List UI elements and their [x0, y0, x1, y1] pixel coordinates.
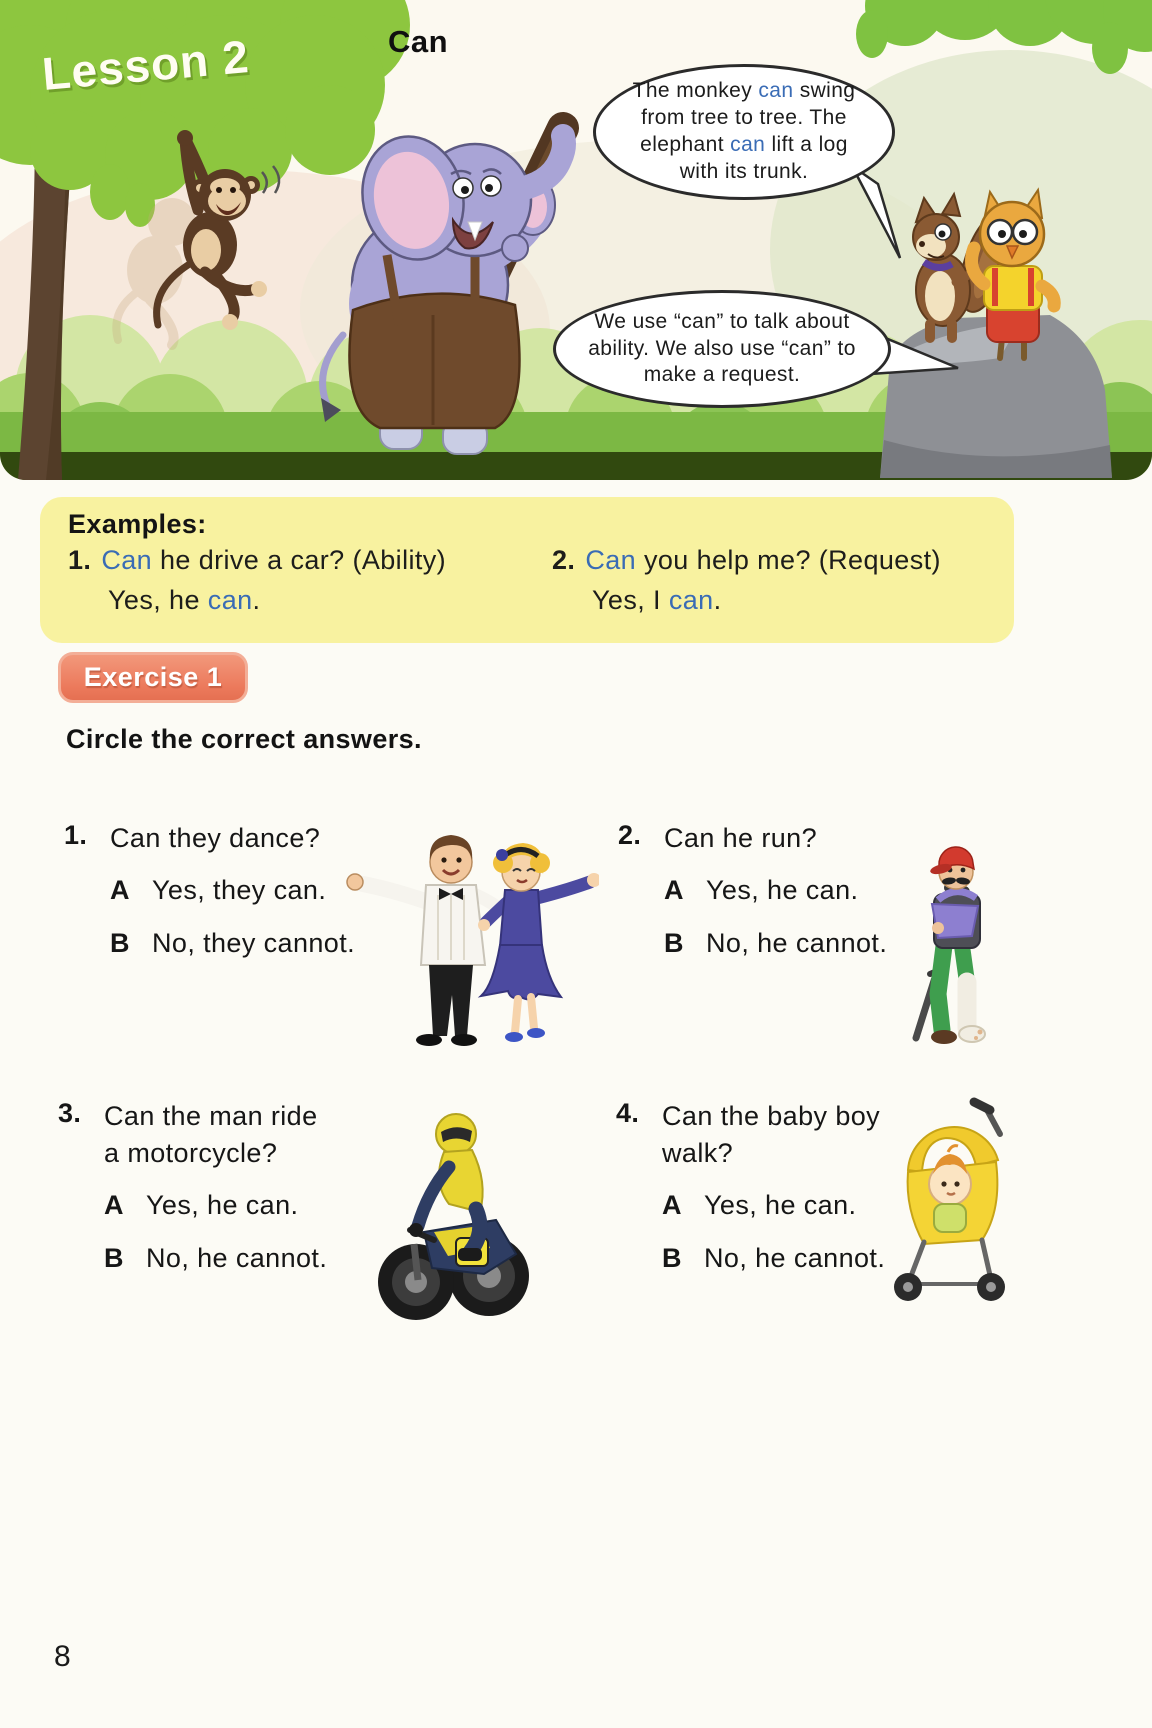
question-text-line2: a motorcycle?: [104, 1138, 278, 1168]
scene-banner: [0, 0, 1152, 480]
question-number: 3.: [58, 1098, 82, 1128]
option-b: [662, 1240, 885, 1276]
option-text: Yes, they can.: [152, 875, 327, 905]
example-answer-end: .: [713, 585, 722, 615]
question-1: [64, 820, 355, 961]
injured-man-with-crutch-illustration: [886, 834, 1016, 1046]
example-answer-text: Yes, he: [108, 585, 208, 615]
bubble1-seg: swing from tree to tree. The elephant: [640, 79, 856, 156]
question-text: [110, 820, 355, 857]
option-text: Yes, he can.: [704, 1190, 857, 1220]
example-number: 2.: [552, 545, 576, 575]
question-line: [58, 1098, 327, 1172]
question-number: 2.: [618, 820, 642, 850]
question-text: [664, 820, 887, 857]
example-answer-text: Yes, I: [592, 585, 669, 615]
options: [110, 872, 355, 961]
question-3: [58, 1098, 327, 1276]
option-letter: A: [104, 1190, 124, 1220]
example-question: [68, 545, 446, 576]
question-text: [662, 1098, 885, 1172]
option-text: Yes, he can.: [146, 1190, 299, 1220]
can-word: can: [668, 585, 714, 615]
dancing-couple-illustration: [333, 810, 599, 1046]
option-letter: B: [104, 1243, 124, 1273]
example-item-1: [68, 545, 446, 616]
question-text: [104, 1098, 327, 1172]
can-word: Can: [101, 545, 153, 575]
can-word: can: [730, 133, 766, 156]
can-word: can: [758, 79, 794, 103]
bubble1-text: [618, 78, 870, 186]
question-text-line1: Can the baby boy: [662, 1101, 881, 1131]
question-2: [618, 820, 887, 961]
page-number: 8: [54, 1640, 72, 1673]
example-question: [552, 545, 941, 576]
examples-box: [40, 497, 1014, 643]
example-answer: [108, 585, 446, 616]
bubble1-seg: lift a log with its trunk.: [679, 133, 848, 183]
option-b: [664, 925, 887, 961]
option-letter: A: [664, 875, 684, 905]
option-b: [104, 1240, 327, 1276]
lesson-badge: Lesson 2: [40, 30, 252, 100]
question-text-line2: walk?: [662, 1138, 734, 1168]
option-text: Yes, he can.: [706, 875, 859, 905]
can-word: Can: [585, 545, 637, 575]
motorcycle-rider-illustration: [364, 1082, 538, 1324]
example-number: 1.: [68, 545, 92, 575]
baby-in-stroller-illustration: [878, 1090, 1014, 1304]
option-b: [110, 925, 355, 961]
option-a: [104, 1187, 327, 1223]
question-number: 4.: [616, 1098, 640, 1128]
question-4: [616, 1098, 885, 1276]
example-question-text: he drive a car? (Ability): [152, 545, 447, 575]
can-word: can: [207, 585, 253, 615]
question-number: 1.: [64, 820, 88, 850]
option-text: No, he cannot.: [704, 1243, 886, 1273]
options: [662, 1187, 885, 1276]
question-text-line1: Can the man ride: [104, 1101, 318, 1131]
instruction-text: Circle the correct answers.: [66, 724, 422, 754]
option-letter: B: [110, 928, 130, 958]
option-a: [664, 872, 887, 908]
option-letter: A: [662, 1190, 682, 1220]
option-a: [110, 872, 355, 908]
options: [104, 1187, 327, 1276]
option-letter: B: [662, 1243, 682, 1273]
example-item-2: [552, 545, 941, 616]
bubble1-seg: The monkey: [632, 79, 759, 103]
option-text: No, he cannot.: [706, 928, 888, 958]
speech-bubble-1: [593, 64, 895, 200]
option-text: No, they cannot.: [152, 928, 356, 958]
example-answer: [592, 585, 941, 616]
examples-heading: Examples:: [68, 509, 207, 539]
option-text: No, he cannot.: [146, 1243, 328, 1273]
exercise-badge: Exercise 1: [58, 652, 248, 703]
option-letter: A: [110, 875, 130, 905]
options: [664, 872, 887, 961]
bubble2-text: We use “can” to talk about ability. We also use “can” to make a request.: [588, 309, 856, 387]
option-a: [662, 1187, 885, 1223]
question-line: [616, 1098, 885, 1172]
question-line: [64, 820, 355, 857]
page-title: Can: [388, 24, 449, 59]
example-question-text: you help me? (Request): [636, 545, 941, 575]
question-text-line1: Can he run?: [664, 823, 818, 853]
example-answer-end: .: [252, 585, 261, 615]
option-letter: B: [664, 928, 684, 958]
speech-bubble-2: [553, 290, 891, 408]
question-text-line1: Can they dance?: [110, 823, 321, 853]
question-line: [618, 820, 887, 857]
